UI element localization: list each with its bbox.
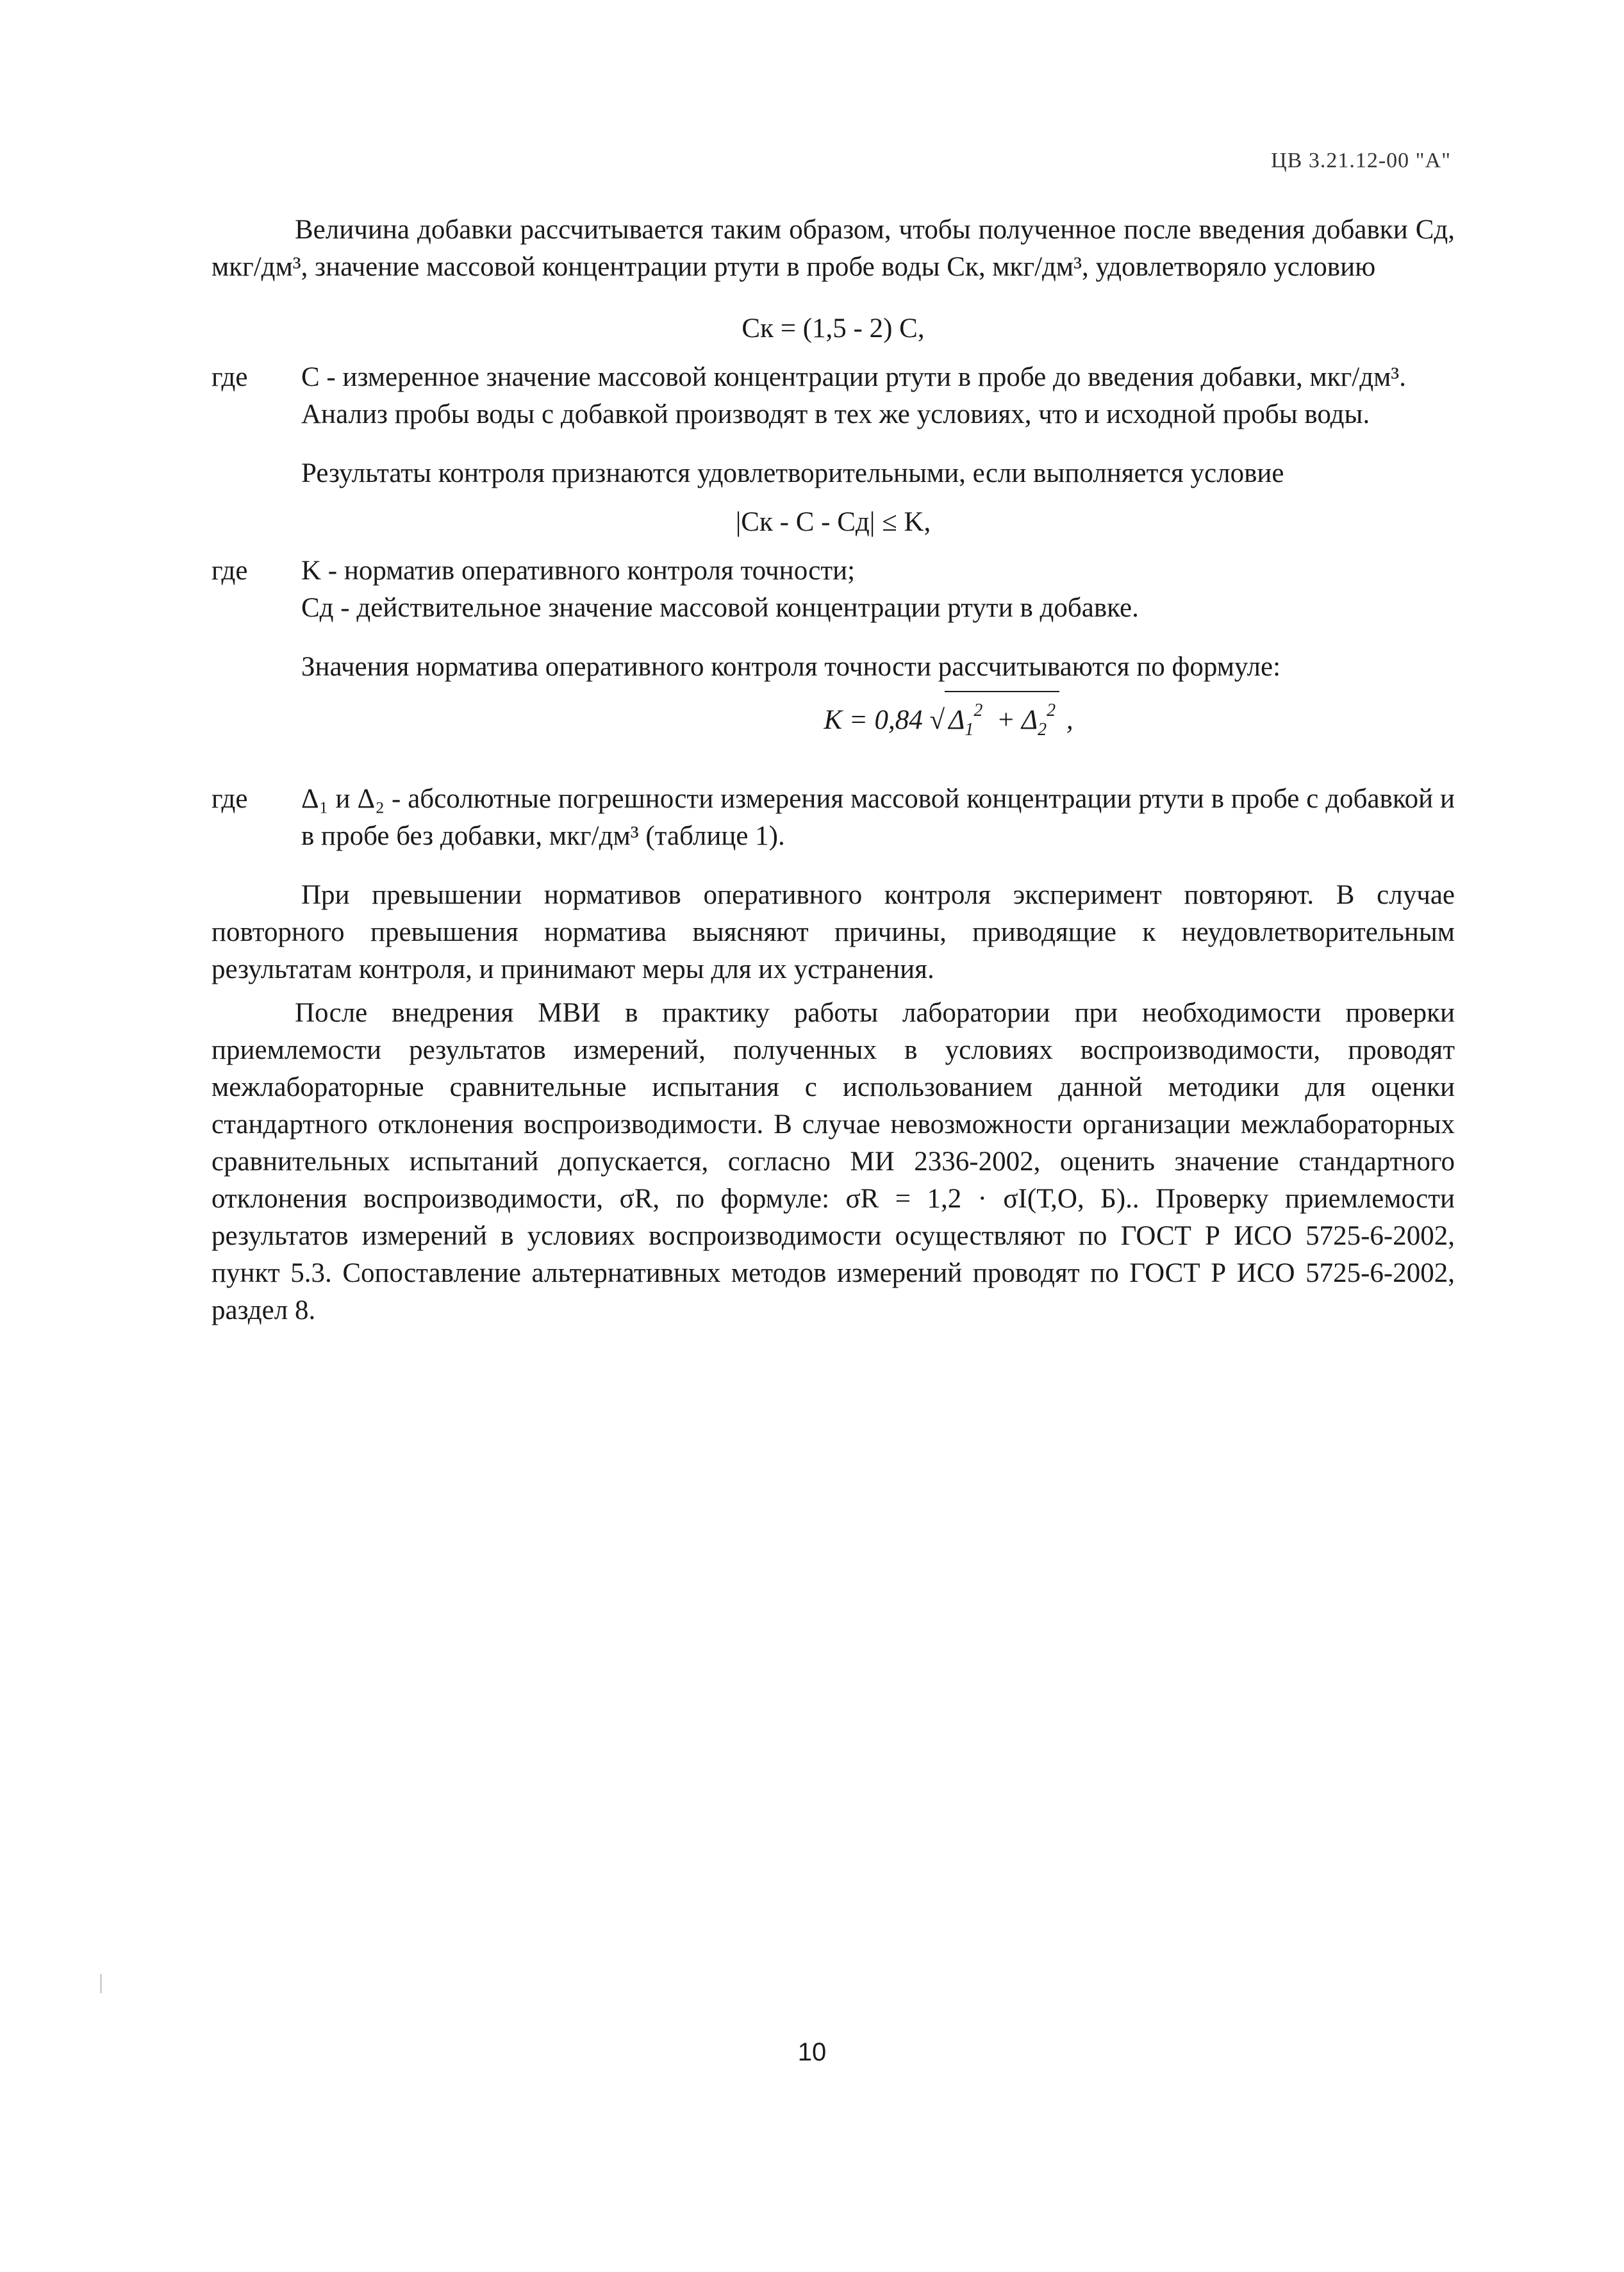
formula-1: Ск = (1,5 - 2) С,	[742, 313, 925, 344]
where-block-3	[211, 781, 1455, 855]
paragraph-3: Результаты контроля признаются удовлетворительными, если выполняется условие	[301, 458, 1284, 488]
paragraph-4: Значения норматива оперативного контроля точности рассчитываются по формуле:	[301, 652, 1281, 682]
where-label: где	[211, 784, 248, 814]
where-text-3: Δ₁ и Δ₂ - абсолютные погрешности измерения массовой концентрации ртути в пробе с добавкой и в пробе без добавки, мкг/дм³ (таблице 1).	[301, 784, 1455, 851]
page-number: 10	[797, 2038, 827, 2066]
sqrt-sign: √	[929, 705, 945, 735]
where-label: где	[211, 362, 248, 392]
where-label: где	[211, 556, 248, 586]
document-body	[211, 211, 1455, 1329]
paragraph-5: При превышении нормативов оперативного контроля эксперимент повторяют. В случае повторного превышения норматива выясняют причины, приводящие к неудовлетворительным результатам контроля, и принимают меры для их устранения.	[211, 880, 1455, 984]
formula-3	[211, 691, 1455, 749]
scan-artifact	[100, 1974, 102, 1993]
paragraph-2: Анализ пробы воды с добавкой производят в тех же условиях, что и исходной пробы воды.	[301, 399, 1370, 429]
where-block-2	[211, 552, 1455, 627]
formula-3-lhs: K = 0,84	[824, 705, 923, 735]
where-text-1: С - измеренное значение массовой концентрации ртути в пробе до введения добавки, мкг/дм³.	[301, 362, 1406, 392]
formula-2: |Ск - С - Сд| ≤ K,	[735, 507, 931, 537]
paragraph-6: После внедрения МВИ в практику работы лаборатории при необходимости проверки приемлемости результатов измерений, полученных в условиях воспроизводимости, проводят межлабораторные сравнительные испытания с использованием данной методики для оценки стандартного отклонения воспроизводимости. В случае невозможности организации межлабораторных сравнительных испытаний допускается, согласно МИ 2336-2002, оценить значение стандартного отклонения воспроизводимости, σR, по формуле: σR = 1,2 · σI(Т,О, Б).. Проверку приемлемости результатов измерений в условиях воспроизводимости осуществляют по ГОСТ Р ИСО 5725-6-2002, пункт 5.3. Сопоставление альтернативных методов измерений проводят по ГОСТ Р ИСО 5725-6-2002, раздел 8.	[211, 998, 1455, 1325]
paragraph-1: Величина добавки рассчитывается таким образом, чтобы полученное после введения добавки Сд, мкг/дм³, значение массовой концентрации ртути в пробе воды Ск, мкг/дм³, удовлетворяло условию	[211, 215, 1455, 282]
sqrt-radicand: $\Delta_1^2 + \Delta_2^2$	[945, 691, 1059, 749]
formula-3-tail: ,	[1066, 705, 1073, 735]
where-text-2a: K - норматив оперативного контроля точности;	[301, 556, 856, 586]
where-block-1	[211, 359, 1455, 396]
document-code: ЦВ 3.21.12-00 "А"	[1271, 149, 1451, 172]
where-text-2b: Сд - действительное значение массовой концентрации ртути в добавке.	[301, 593, 1139, 623]
